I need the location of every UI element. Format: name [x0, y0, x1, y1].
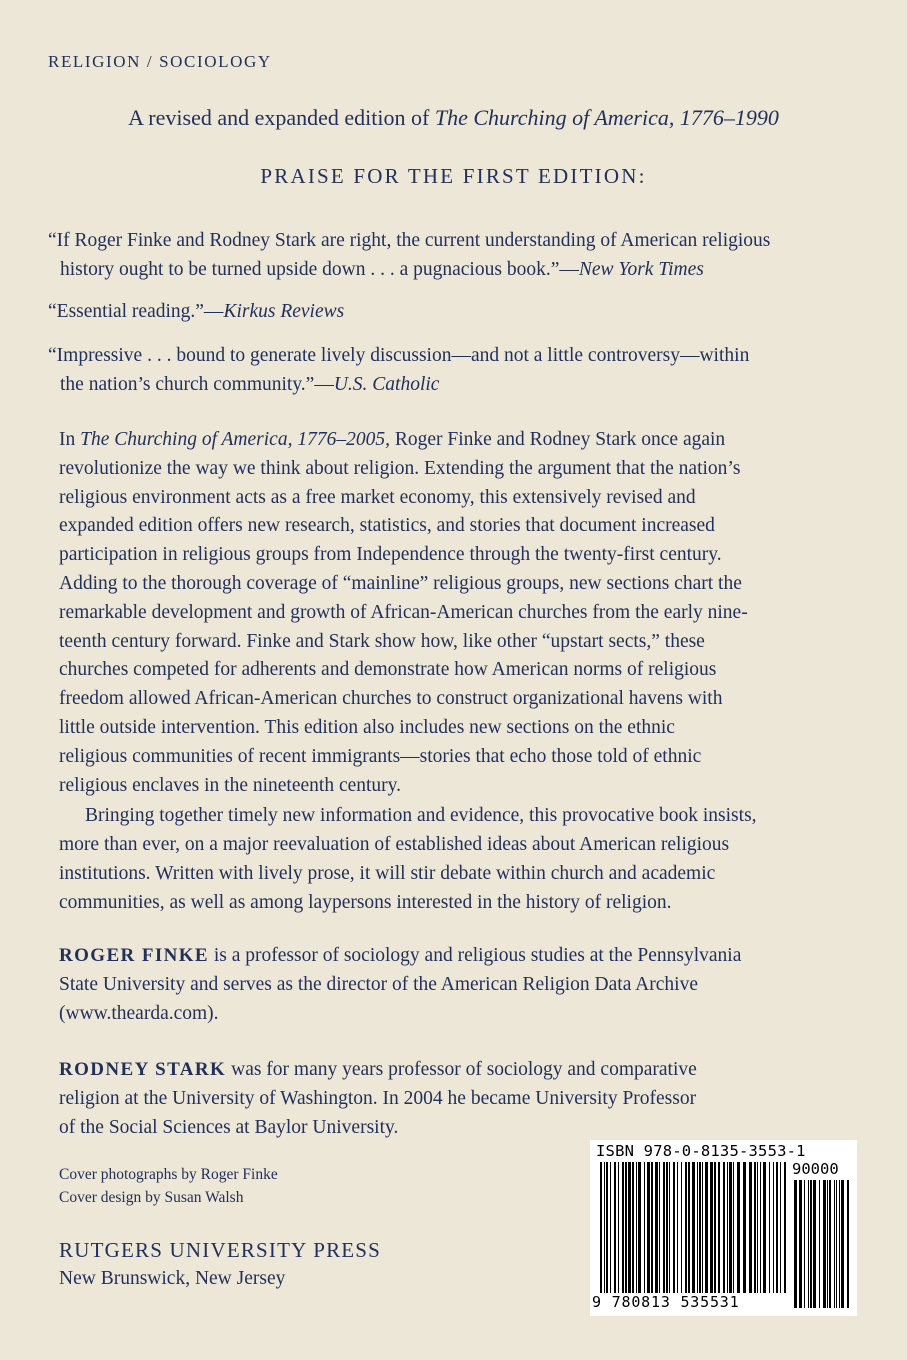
- barcode-bar: [804, 1180, 805, 1308]
- quote-source: Kirkus Reviews: [223, 301, 345, 322]
- barcode-bar: [692, 1162, 695, 1293]
- barcode-bar: [784, 1162, 786, 1293]
- barcode-bar: [819, 1180, 820, 1308]
- quote-text: “Impressive . . . bound to generate lively discussion—and not a little controversy—within: [48, 345, 750, 366]
- barcode-bar: [628, 1162, 631, 1293]
- barcode-bar: [714, 1162, 716, 1293]
- description: [59, 426, 859, 918]
- barcode-bar: [697, 1162, 698, 1293]
- quote-source: U.S. Catholic: [333, 374, 440, 395]
- barcode-addon: 90000: [792, 1160, 839, 1178]
- barcode-bar: [710, 1162, 713, 1293]
- paragraph-text: expanded edition offers new research, statistics, and stories that document increased: [59, 515, 715, 537]
- barcode-bar: [702, 1162, 703, 1293]
- quote-text: history ought to be turned upside down . . . a pugnacious book.”—: [60, 259, 579, 280]
- publisher-name: RUTGERS UNIVERSITY PRESS: [59, 1238, 382, 1262]
- author-bio-finke: [59, 941, 859, 1028]
- cover-credits: [59, 1163, 278, 1209]
- barcode-bar: [651, 1162, 653, 1293]
- design-credit: Cover design by Susan Walsh: [59, 1189, 244, 1206]
- barcode-bar: [780, 1162, 781, 1293]
- barcode-bar: [659, 1162, 660, 1293]
- barcode-bar: [604, 1162, 605, 1293]
- barcode-bar: [733, 1162, 734, 1293]
- barcode-bar: [841, 1180, 844, 1308]
- bio-text: religion at the University of Washington. In 2004 he became University Professor: [59, 1088, 697, 1109]
- barcode-bar: [673, 1162, 675, 1293]
- barcode-bar: [718, 1162, 720, 1293]
- paragraph-text: freedom allowed African-American churches to construct organizational havens with: [59, 688, 723, 710]
- barcode-bar: [823, 1180, 826, 1308]
- author-name: RODNEY STARK: [59, 1059, 227, 1080]
- author-bio-stark: [59, 1055, 859, 1142]
- barcode-bar: [685, 1162, 687, 1293]
- barcode-bar: [727, 1162, 728, 1293]
- author-name: ROGER FINKE: [59, 945, 209, 966]
- quote-text: the nation’s church community.”—: [60, 374, 334, 395]
- barcode-bar: [749, 1162, 752, 1293]
- barcode-bar: [827, 1180, 828, 1308]
- bio-text: (www.thearda.com).: [59, 1003, 219, 1024]
- paragraph-text: more than ever, on a major reevaluation of established ideas about American religious: [59, 834, 730, 856]
- quote-text: “Essential reading.”—: [48, 301, 224, 322]
- paragraph-text: participation in religious groups from Independence through the twenty-first century.: [59, 544, 722, 566]
- paragraph-text: religious enclaves in the nineteenth century.: [59, 774, 402, 796]
- description-paragraph-2: [59, 802, 859, 917]
- paragraph-text: institutions. Written with lively prose, it will stir debate within church and academic: [59, 862, 716, 884]
- publisher-location: New Brunswick, New Jersey: [59, 1268, 286, 1289]
- barcode-bar: [655, 1162, 658, 1293]
- book-title: The Churching of America, 1776–2005,: [80, 429, 390, 450]
- paragraph-text: revolutionize the way we think about religion. Extending the argument that the nation’s: [59, 457, 741, 479]
- quote-new-york-times: [48, 226, 880, 284]
- barcode-bar: [757, 1162, 758, 1293]
- barcode-bar: [743, 1162, 746, 1293]
- paragraph-text: communities, as well as among laypersons interested in the history of religion.: [59, 891, 672, 913]
- quote-kirkus: [48, 297, 880, 326]
- barcode-bar: [677, 1162, 678, 1293]
- quote-us-catholic: [48, 341, 880, 399]
- barcode-bar: [638, 1162, 641, 1293]
- barcode-bar: [769, 1162, 770, 1293]
- barcode-bar: [669, 1162, 670, 1293]
- barcode-bar: [794, 1180, 797, 1308]
- quote-source: New York Times: [578, 259, 704, 280]
- photo-credit: Cover photographs by Roger Finke: [59, 1166, 278, 1183]
- isbn-barcode: [590, 1140, 857, 1316]
- barcode-bar: [600, 1162, 602, 1293]
- barcode-bar: [799, 1180, 802, 1308]
- barcode-bar: [618, 1162, 619, 1293]
- paragraph-text: Roger Finke and Rodney Stark once again: [389, 429, 726, 450]
- addon-bars: [794, 1180, 849, 1308]
- edition-prefix: A revised and expanded edition of: [128, 105, 435, 130]
- barcode-bar: [699, 1162, 701, 1293]
- paragraph-text: religious environment acts as a free market economy, this extensively revised and: [59, 486, 696, 508]
- paragraph-text: religious communities of recent immigrants—stories that echo those told of ethnic: [59, 745, 702, 767]
- praise-heading: PRAISE FOR THE FIRST EDITION:: [260, 164, 647, 188]
- barcode-bar: [705, 1162, 708, 1293]
- barcode-bar: [723, 1162, 725, 1293]
- barcode-bar: [663, 1162, 665, 1293]
- barcode-bar: [836, 1180, 837, 1308]
- paragraph-text: teenth century forward. Finke and Stark show how, like other “upstart sects,” these: [59, 630, 705, 652]
- barcode-bar: [625, 1162, 627, 1293]
- barcode-bar: [666, 1162, 668, 1293]
- barcode-bar: [754, 1162, 756, 1293]
- paragraph-text: Bringing together timely new information and evidence, this provocative book insists,: [85, 805, 757, 827]
- bio-text: State University and serves as the director of the American Religion Data Archive: [59, 974, 698, 995]
- barcode-bar: [644, 1162, 645, 1293]
- barcode-bar: [610, 1162, 611, 1293]
- description-paragraph-1: [59, 426, 859, 800]
- paragraph-text: churches competed for adherents and demonstrate how American norms of religious: [59, 659, 717, 681]
- bio-text: was for many years professor of sociology and comparative: [226, 1059, 697, 1080]
- barcode-bar: [839, 1180, 840, 1308]
- barcode-bar: [760, 1162, 761, 1293]
- barcode-bar: [813, 1180, 816, 1308]
- barcode-bar: [847, 1180, 849, 1308]
- barcode-digits: 9 780813 535531: [592, 1293, 740, 1311]
- isbn-label: ISBN 978-0-8135-3553-1: [596, 1142, 806, 1160]
- barcode-bar: [808, 1180, 809, 1308]
- barcode-bar: [773, 1162, 774, 1293]
- barcode-bar: [834, 1180, 835, 1308]
- barcode-bar: [622, 1162, 624, 1293]
- barcode-bar: [632, 1162, 634, 1293]
- paragraph-text: In: [59, 429, 81, 450]
- barcode-bar: [606, 1162, 608, 1293]
- barcode-bar: [614, 1162, 616, 1293]
- barcode-bar: [737, 1162, 740, 1293]
- barcode-bar: [729, 1162, 732, 1293]
- bio-text: of the Social Sciences at Baylor University.: [59, 1117, 399, 1138]
- barcode-bar: [763, 1162, 766, 1293]
- barcode-bar: [636, 1162, 637, 1293]
- barcode-bar: [829, 1180, 831, 1308]
- edition-note: [0, 105, 907, 131]
- barcode-bar: [688, 1162, 690, 1293]
- barcode-bar: [810, 1180, 812, 1308]
- ean-bars: [600, 1162, 786, 1293]
- quote-text: “If Roger Finke and Rodney Stark are right, the current understanding of American religious: [48, 230, 771, 251]
- paragraph-text: remarkable development and growth of African-American churches from the early nine-: [59, 601, 748, 623]
- paragraph-text: little outside intervention. This edition also includes new sections on the ethnic: [59, 716, 675, 738]
- barcode-bar: [647, 1162, 650, 1293]
- bio-text: is a professor of sociology and religious studies at the Pennsylvania: [209, 945, 742, 966]
- barcode-bar: [776, 1162, 778, 1293]
- paragraph-text: Adding to the thorough coverage of “mainline” religious groups, new sections chart the: [59, 572, 742, 594]
- category-label: RELIGION / SOCIOLOGY: [48, 52, 272, 71]
- barcode-bar: [681, 1162, 682, 1293]
- edition-title: The Churching of America, 1776–1990: [434, 105, 779, 130]
